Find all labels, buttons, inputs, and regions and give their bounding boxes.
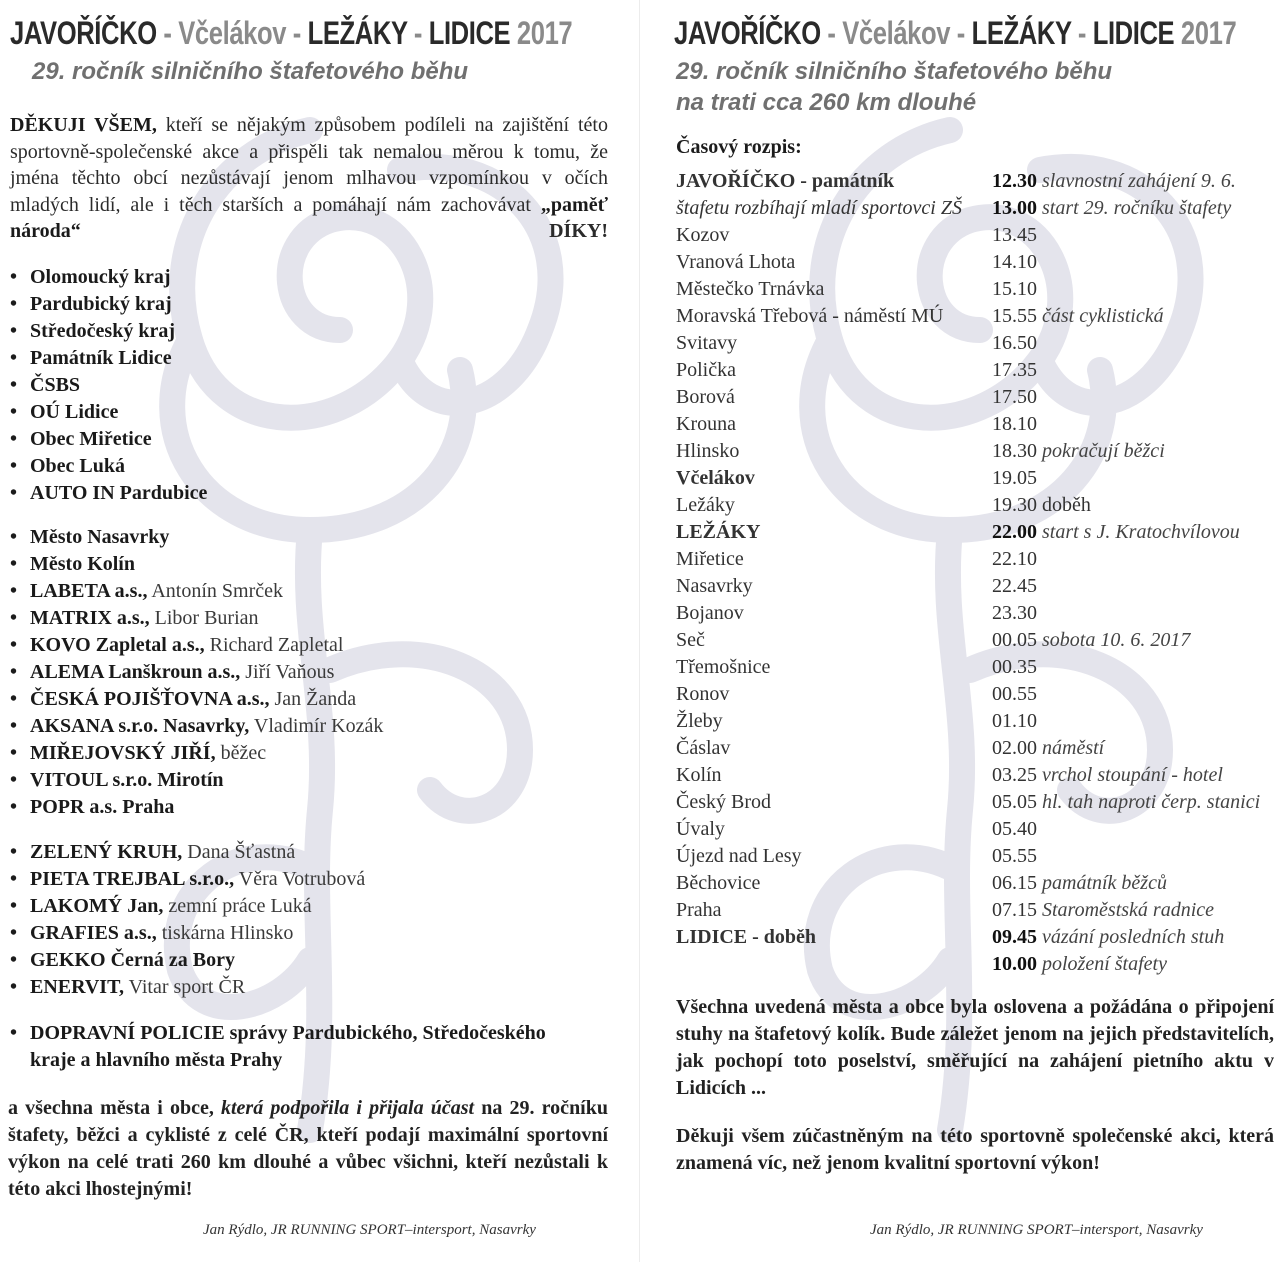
list-item — [8, 659, 383, 686]
schedule-row — [676, 681, 1260, 708]
schedule-time-cell — [992, 438, 1260, 465]
title-part: Včelákov — [178, 15, 287, 51]
title-part: LEŽÁKY — [307, 15, 408, 51]
schedule-row — [676, 627, 1260, 654]
sponsor-contact: Vladimír Kozák — [249, 715, 384, 737]
list-item — [8, 839, 365, 866]
sponsor-name: Památník Lidice — [30, 347, 172, 369]
list-item — [8, 480, 207, 507]
schedule-row — [676, 195, 1260, 222]
schedule-time: 17.50 — [992, 386, 1037, 408]
schedule-time-cell — [992, 951, 1260, 978]
schedule-place: Třemošnice — [676, 656, 771, 678]
schedule-place: Běchovice — [676, 872, 761, 894]
schedule-time: 19.05 — [992, 467, 1037, 489]
list-item: • DOPRAVNÍ POLICIE správy Pardubického, Středočeského — [8, 1020, 546, 1047]
signature-left: Jan Rýdlo, JR RUNNING SPORT–intersport, Nasavrky — [203, 1222, 536, 1238]
schedule-time-cell — [992, 789, 1260, 816]
schedule-place: Hlinsko — [676, 440, 740, 462]
schedule-row — [676, 735, 1260, 762]
schedule-time: 13.00 — [992, 197, 1037, 219]
schedule-time: 14.10 — [992, 251, 1037, 273]
list-item — [8, 524, 383, 551]
event-subtitle-2: na trati cca 260 km dlouhé — [676, 89, 977, 116]
schedule-place: Vranová Lhota — [676, 251, 796, 273]
schedule-time-cell — [992, 168, 1260, 195]
list-item — [8, 893, 365, 920]
sponsor-contact: tiskárna Hlinsko — [156, 922, 294, 944]
list-item — [8, 740, 383, 767]
list-item — [8, 632, 383, 659]
schedule-row — [676, 573, 1260, 600]
sponsor-name: OÚ Lidice — [30, 401, 119, 423]
schedule-place: Bojanov — [676, 602, 744, 624]
sponsor-name: MIŘEJOVSKÝ JIŘÍ, — [30, 742, 216, 764]
schedule-time-cell — [992, 384, 1260, 411]
schedule-time-cell — [992, 357, 1260, 384]
schedule-time: 22.10 — [992, 548, 1037, 570]
schedule-heading: Časový rozpis: — [676, 136, 802, 158]
schedule-row — [676, 303, 1260, 330]
schedule-place: Ronov — [676, 683, 730, 705]
list-item — [8, 551, 383, 578]
list-item — [8, 291, 207, 318]
schedule-place: JAVOŘÍČKO - památník — [676, 170, 895, 192]
sponsor-contact: Jiří Vaňous — [240, 661, 335, 683]
thanks-body: kteří se nějakým způsobem podíleli na zajištění této sportovně-společenské akce a přispěli tak nemalou měrou k tomu, že jména těchto obcí nezůstávají jenom mlhavou vzpomínkou v očích mladých lidí, ale i těch starších a pomáhají nám zachovávat — [10, 114, 608, 216]
schedule-place: LIDICE - doběh — [676, 926, 817, 948]
title-part: - — [1071, 15, 1093, 51]
event-title — [10, 14, 572, 52]
schedule-time: 18.30 — [992, 440, 1037, 462]
schedule-place: Miřetice — [676, 548, 744, 570]
title-part: - — [407, 15, 429, 51]
schedule-note: památník běžců — [1037, 872, 1167, 894]
schedule-time: 23.30 — [992, 602, 1037, 624]
schedule-row — [676, 249, 1260, 276]
schedule-time-cell — [992, 681, 1260, 708]
schedule-place: Český Brod — [676, 791, 771, 813]
list-item — [8, 605, 383, 632]
schedule-time-cell — [992, 195, 1260, 222]
schedule-note: doběh — [1037, 494, 1091, 516]
sponsor-name: Město Kolín — [30, 553, 135, 575]
sponsor-name: Olomoucký kraj — [30, 266, 171, 288]
sponsor-name: AKSANA s.r.o. Nasavrky, — [30, 715, 250, 737]
schedule-time: 15.55 — [992, 305, 1037, 327]
title-part: JAVOŘÍČKO — [10, 15, 157, 51]
schedule-row — [676, 708, 1260, 735]
closing-paragraph: a všechna města i obce, která podpořila i přijala účast na 29. ročníku štafety, běžci a cyklisté z celé ČR, kteří podají maximální sportovní výkon na celé trati 260 km dlouhé a vůbec všichni, kteří nezůstali k této akci lhostejnými! — [8, 1097, 608, 1200]
title-part: - — [820, 15, 843, 51]
sponsor-name: GRAFIES a.s., — [30, 922, 157, 944]
schedule-table — [676, 168, 1260, 978]
schedule-place: Moravská Třebová - náměstí MÚ — [676, 305, 944, 327]
schedule-row — [676, 816, 1260, 843]
schedule-time: 05.40 — [992, 818, 1037, 840]
schedule-row — [676, 762, 1260, 789]
sponsor-name: Středočeský kraj — [30, 320, 175, 342]
sponsor-contact: Antonín Smrček — [147, 580, 283, 602]
schedule-time-cell — [992, 249, 1260, 276]
sponsor-contact: Vitar sport ČR — [123, 976, 246, 998]
sponsor-name: MATRIX a.s., — [30, 607, 150, 629]
list-item — [8, 264, 207, 291]
schedule-place: Úvaly — [676, 818, 725, 840]
schedule-time: 07.15 — [992, 899, 1037, 921]
thanks-lead: DĚKUJI VŠEM, — [10, 114, 157, 136]
title-part: Včelákov — [842, 15, 951, 51]
schedule-time: 03.25 — [992, 764, 1037, 786]
title-part: - — [156, 15, 179, 51]
schedule-time: 09.45 — [992, 926, 1037, 948]
schedule-time-cell — [992, 870, 1260, 897]
schedule-time: 22.45 — [992, 575, 1037, 597]
list-item — [8, 426, 207, 453]
schedule-time: 06.15 — [992, 872, 1037, 894]
schedule-time-cell — [992, 816, 1260, 843]
sponsor-name: VITOUL s.r.o. Mirotín — [30, 769, 224, 791]
sponsor-name: KOVO Zapletal a.s., — [30, 634, 205, 656]
schedule-place: Včelákov — [676, 467, 755, 489]
sponsor-name: AUTO IN Pardubice — [30, 482, 208, 504]
schedule-time: 12.30 — [992, 170, 1037, 192]
sponsor-name: LAKOMÝ Jan, — [30, 895, 164, 917]
list-item — [8, 920, 365, 947]
sponsor-contact: Jan Žanda — [269, 688, 357, 710]
schedule-place: Seč — [676, 629, 705, 651]
schedule-time-cell — [992, 924, 1260, 951]
event-subtitle: 29. ročník silničního štafetového běhu — [32, 58, 469, 85]
schedule-place: Praha — [676, 899, 722, 921]
schedule-time: 05.55 — [992, 845, 1037, 867]
list-item — [8, 866, 365, 893]
list-item — [8, 794, 383, 821]
schedule-row — [676, 276, 1260, 303]
sponsor-name: Město Nasavrky — [30, 526, 170, 548]
schedule-time-cell — [992, 573, 1260, 600]
list-item — [8, 713, 383, 740]
schedule-time-cell — [992, 546, 1260, 573]
schedule-row — [676, 654, 1260, 681]
schedule-time: 18.10 — [992, 413, 1037, 435]
thanks-paragraph-2: Děkuji všem zúčastněným na této sportovně společenské akci, která znamená víc, než jenom kvalitní sportovní výkon! — [676, 1125, 1274, 1174]
closing-italic: která podpořila i přijala účast — [220, 1097, 475, 1119]
sponsor-name: LABETA a.s., — [30, 580, 148, 602]
list-item — [8, 767, 383, 794]
list-item-continuation: kraje a hlavního města Prahy — [30, 1049, 283, 1071]
sponsor-contact: Věra Votrubová — [234, 868, 366, 890]
schedule-time-cell — [992, 330, 1260, 357]
schedule-row — [676, 870, 1260, 897]
schedule-row — [676, 519, 1260, 546]
list-item — [8, 686, 383, 713]
schedule-time: 22.00 — [992, 521, 1037, 543]
schedule-place: Svitavy — [676, 332, 738, 354]
schedule-time: 15.10 — [992, 278, 1037, 300]
schedule-row — [676, 411, 1260, 438]
schedule-time-cell — [992, 897, 1260, 924]
schedule-time-cell — [992, 465, 1260, 492]
sponsor-contact: běžec — [215, 742, 267, 764]
schedule-note: sobota 10. 6. 2017 — [1037, 629, 1191, 651]
schedule-time-cell — [992, 492, 1260, 519]
schedule-time-cell — [992, 708, 1260, 735]
sponsor-contact: Richard Zapletal — [204, 634, 344, 656]
list-item — [8, 318, 207, 345]
sponsor-name: ALEMA Lanškroun a.s., — [30, 661, 241, 683]
list-item — [8, 974, 365, 1001]
schedule-place: Kolín — [676, 764, 722, 786]
schedule-time: 13.45 — [992, 224, 1037, 246]
title-part: LIDICE — [1092, 15, 1175, 51]
schedule-row — [676, 492, 1260, 519]
schedule-note: položení štafety — [1037, 953, 1167, 975]
schedule-place: Polička — [676, 359, 736, 381]
schedule-time: 00.35 — [992, 656, 1037, 678]
schedule-time-cell — [992, 276, 1260, 303]
schedule-time-cell — [992, 735, 1260, 762]
schedule-place: Krouna — [676, 413, 736, 435]
schedule-row — [676, 843, 1260, 870]
schedule-note: hl. tah naproti čerp. stanici — [1037, 791, 1261, 813]
schedule-time: 00.55 — [992, 683, 1037, 705]
schedule-time: 05.05 — [992, 791, 1037, 813]
thanks-paragraph — [10, 112, 608, 245]
schedule-time: 02.00 — [992, 737, 1037, 759]
sponsor-name: Pardubický kraj — [30, 293, 172, 315]
schedule-note: start s J. Kratochvílovou — [1037, 521, 1240, 543]
schedule-row — [676, 789, 1260, 816]
schedule-row — [676, 222, 1260, 249]
schedule-place: Ležáky — [676, 494, 735, 516]
schedule-note: slavnostní zahájení 9. 6. — [1037, 170, 1236, 192]
list-item — [8, 372, 207, 399]
schedule-row — [676, 330, 1260, 357]
schedule-time-cell — [992, 627, 1260, 654]
title-part: LIDICE — [428, 15, 511, 51]
schedule-time: 10.00 — [992, 953, 1037, 975]
schedule-row — [676, 924, 1260, 951]
right-page — [640, 0, 1280, 1262]
schedule-place: Žleby — [676, 710, 723, 732]
schedule-time: 19.30 — [992, 494, 1037, 516]
sponsor-list-2 — [8, 524, 383, 821]
schedule-row — [676, 600, 1260, 627]
sponsor-contact: Dana Šťastná — [182, 841, 296, 863]
sponsor-name: GEKKO Černá za Bory — [30, 949, 235, 971]
sponsor-name: ČESKÁ POJIŠŤOVNA a.s., — [30, 688, 270, 710]
list-item — [8, 578, 383, 605]
schedule-place: Kozov — [676, 224, 730, 246]
schedule-row — [676, 384, 1260, 411]
signature-right: Jan Rýdlo, JR RUNNING SPORT–intersport, Nasavrky — [870, 1222, 1203, 1238]
schedule-time: 01.10 — [992, 710, 1037, 732]
schedule-time-cell — [992, 519, 1260, 546]
title-part: - — [950, 15, 972, 51]
schedule-place: Nasavrky — [676, 575, 753, 597]
schedule-time-cell — [992, 762, 1260, 789]
schedule-place: Újezd nad Lesy — [676, 845, 802, 867]
sponsor-list-3 — [8, 839, 365, 1001]
schedule-time-cell — [992, 843, 1260, 870]
list-item — [8, 345, 207, 372]
schedule-time-cell — [992, 303, 1260, 330]
schedule-note: Staroměstská radnice — [1037, 899, 1215, 921]
schedule-row — [676, 168, 1260, 195]
thanks-end: DÍKY! — [549, 220, 608, 242]
sponsor-name: ENERVIT, — [30, 976, 124, 998]
title-part: - — [286, 15, 308, 51]
sponsor-name: ZELENÝ KRUH, — [30, 841, 183, 863]
schedule-row — [676, 546, 1260, 573]
title-part: 2017 — [510, 15, 573, 51]
sponsor-contact: zemní práce Luká — [163, 895, 312, 917]
sponsor-name: Obec Miřetice — [30, 428, 152, 450]
schedule-place: Čáslav — [676, 737, 731, 759]
schedule-note: pokračují běžci — [1037, 440, 1165, 462]
sponsor-name: POPR a.s. Praha — [30, 796, 175, 818]
schedule-time-cell — [992, 222, 1260, 249]
event-subtitle-1: 29. ročník silničního štafetového běhu — [676, 58, 1113, 85]
schedule-time: 00.05 — [992, 629, 1037, 651]
title-part: LEŽÁKY — [971, 15, 1072, 51]
schedule-note: část cyklistická — [1037, 305, 1164, 327]
sponsor-name: Obec Luká — [30, 455, 126, 477]
schedule-time: 17.35 — [992, 359, 1037, 381]
sponsor-list-1 — [8, 264, 207, 507]
schedule-time-cell — [992, 600, 1260, 627]
schedule-time-cell — [992, 411, 1260, 438]
sponsor-name: PIETA TREJBAL s.r.o., — [30, 868, 235, 890]
schedule-row — [676, 465, 1260, 492]
title-part: JAVOŘÍČKO — [674, 15, 821, 51]
schedule-row — [676, 951, 1260, 978]
schedule-row — [676, 438, 1260, 465]
thanks-quote: „paměť národa“ — [10, 193, 608, 242]
schedule-time-cell — [992, 654, 1260, 681]
schedule-row — [676, 357, 1260, 384]
schedule-place — [676, 951, 992, 978]
schedule-note: vázání posledních stuh — [1037, 926, 1225, 948]
schedule-place: Borová — [676, 386, 735, 408]
appeal-paragraph: Všechna uvedená města a obce byla oslovena a požádána o připojení stuhy na štafetový kolík. Bude záležet jenom na jejich představitelích, jak pochopí toto poselství, směřující na zahájení pietního aktu v Lidicích ... — [676, 996, 1274, 1099]
police-item — [8, 1020, 546, 1074]
schedule-note: vrchol stoupání - hotel — [1037, 764, 1223, 786]
event-title — [674, 14, 1236, 52]
sponsor-name: ČSBS — [30, 374, 81, 396]
list-item — [8, 947, 365, 974]
schedule-place: Městečko Trnávka — [676, 278, 825, 300]
list-item — [8, 399, 207, 426]
title-part: 2017 — [1174, 15, 1237, 51]
schedule-note: start 29. ročníku štafety — [1037, 197, 1232, 219]
list-item — [8, 453, 207, 480]
sponsor-contact: Libor Burian — [149, 607, 259, 629]
schedule-time: 16.50 — [992, 332, 1037, 354]
schedule-place: LEŽÁKY — [676, 521, 761, 543]
schedule-place: štafetu rozbíhají mladí sportovci ZŠ — [676, 197, 962, 219]
schedule-row — [676, 897, 1260, 924]
schedule-note: náměstí — [1037, 737, 1105, 759]
